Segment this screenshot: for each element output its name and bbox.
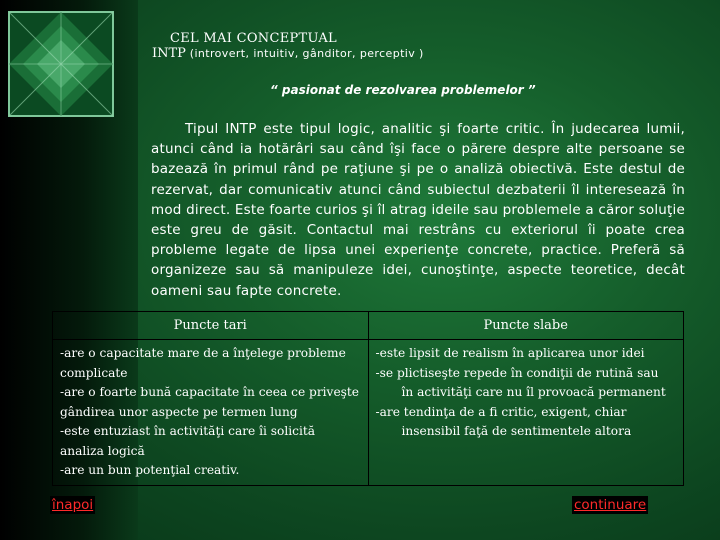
weaknesses-cell bbox=[368, 340, 684, 486]
strength-item: -are o foarte bună capacitate în ceea ce priveşte gândirea unor aspecte pe termen lung bbox=[60, 385, 360, 419]
tagline: “ pasionat de rezolvarea problemelor ” bbox=[270, 83, 536, 97]
weakness-item: în activităţi care nu îl provoacă permanent bbox=[401, 385, 666, 399]
type-description: (introvert, intuitiv, gânditor, perceptiv ) bbox=[189, 47, 424, 60]
page-title: CEL MAI CONCEPTUAL bbox=[170, 31, 337, 46]
type-line bbox=[152, 46, 424, 61]
strengths-cell bbox=[53, 340, 369, 486]
description-paragraph bbox=[151, 119, 685, 301]
type-code: INTP bbox=[152, 46, 186, 61]
weaknesses-header: Puncte slabe bbox=[368, 312, 684, 340]
traits-table bbox=[52, 311, 684, 486]
weakness-item: insensibil faţă de sentimentele altora bbox=[401, 424, 632, 438]
strength-item: -este entuziast în activităţi care îi solicită analiza logică bbox=[60, 424, 316, 458]
weakness-item: -are tendinţa de a fi critic, exigent, chiar bbox=[375, 404, 627, 419]
strength-item: -are un bun potenţial creativ. bbox=[60, 463, 240, 477]
weakness-item: -este lipsit de realism în aplicarea unor idei bbox=[375, 346, 645, 360]
strengths-header: Puncte tari bbox=[53, 312, 369, 340]
back-link[interactable]: înapoi bbox=[52, 497, 94, 513]
emerald-gem-icon bbox=[5, 8, 117, 120]
weakness-item: -se plictiseşte repede în condiţii de rutină sau bbox=[375, 365, 659, 380]
description-text: Tipul INTP este tipul logic, analitic şi foarte critic. În judecarea lumii, atunci când ia hotărâri sau când îşi face o părere despre alte persoane se bazează în primul rând pe raţiune şi pe o analiză obiectivă. Este destul de rezervat, dar comunicativ atunci când subiectul dezbaterii îl interesează în mod direct. Este foarte curios şi îl atrag ideile sau problemele a căror soluţie este greu de găsit. Contactul mai restrâns cu exteriorul îi poate crea probleme legate de lipsa unei experienţe concrete, practice. Preferă să organizeze sau să manipuleze idei, cunoştinţe, aspecte teoretice, decât oameni sau fapte concrete. bbox=[151, 121, 685, 299]
continue-link[interactable]: continuare bbox=[574, 497, 647, 513]
strength-item: -are o capacitate mare de a înţelege probleme complicate bbox=[60, 346, 346, 380]
